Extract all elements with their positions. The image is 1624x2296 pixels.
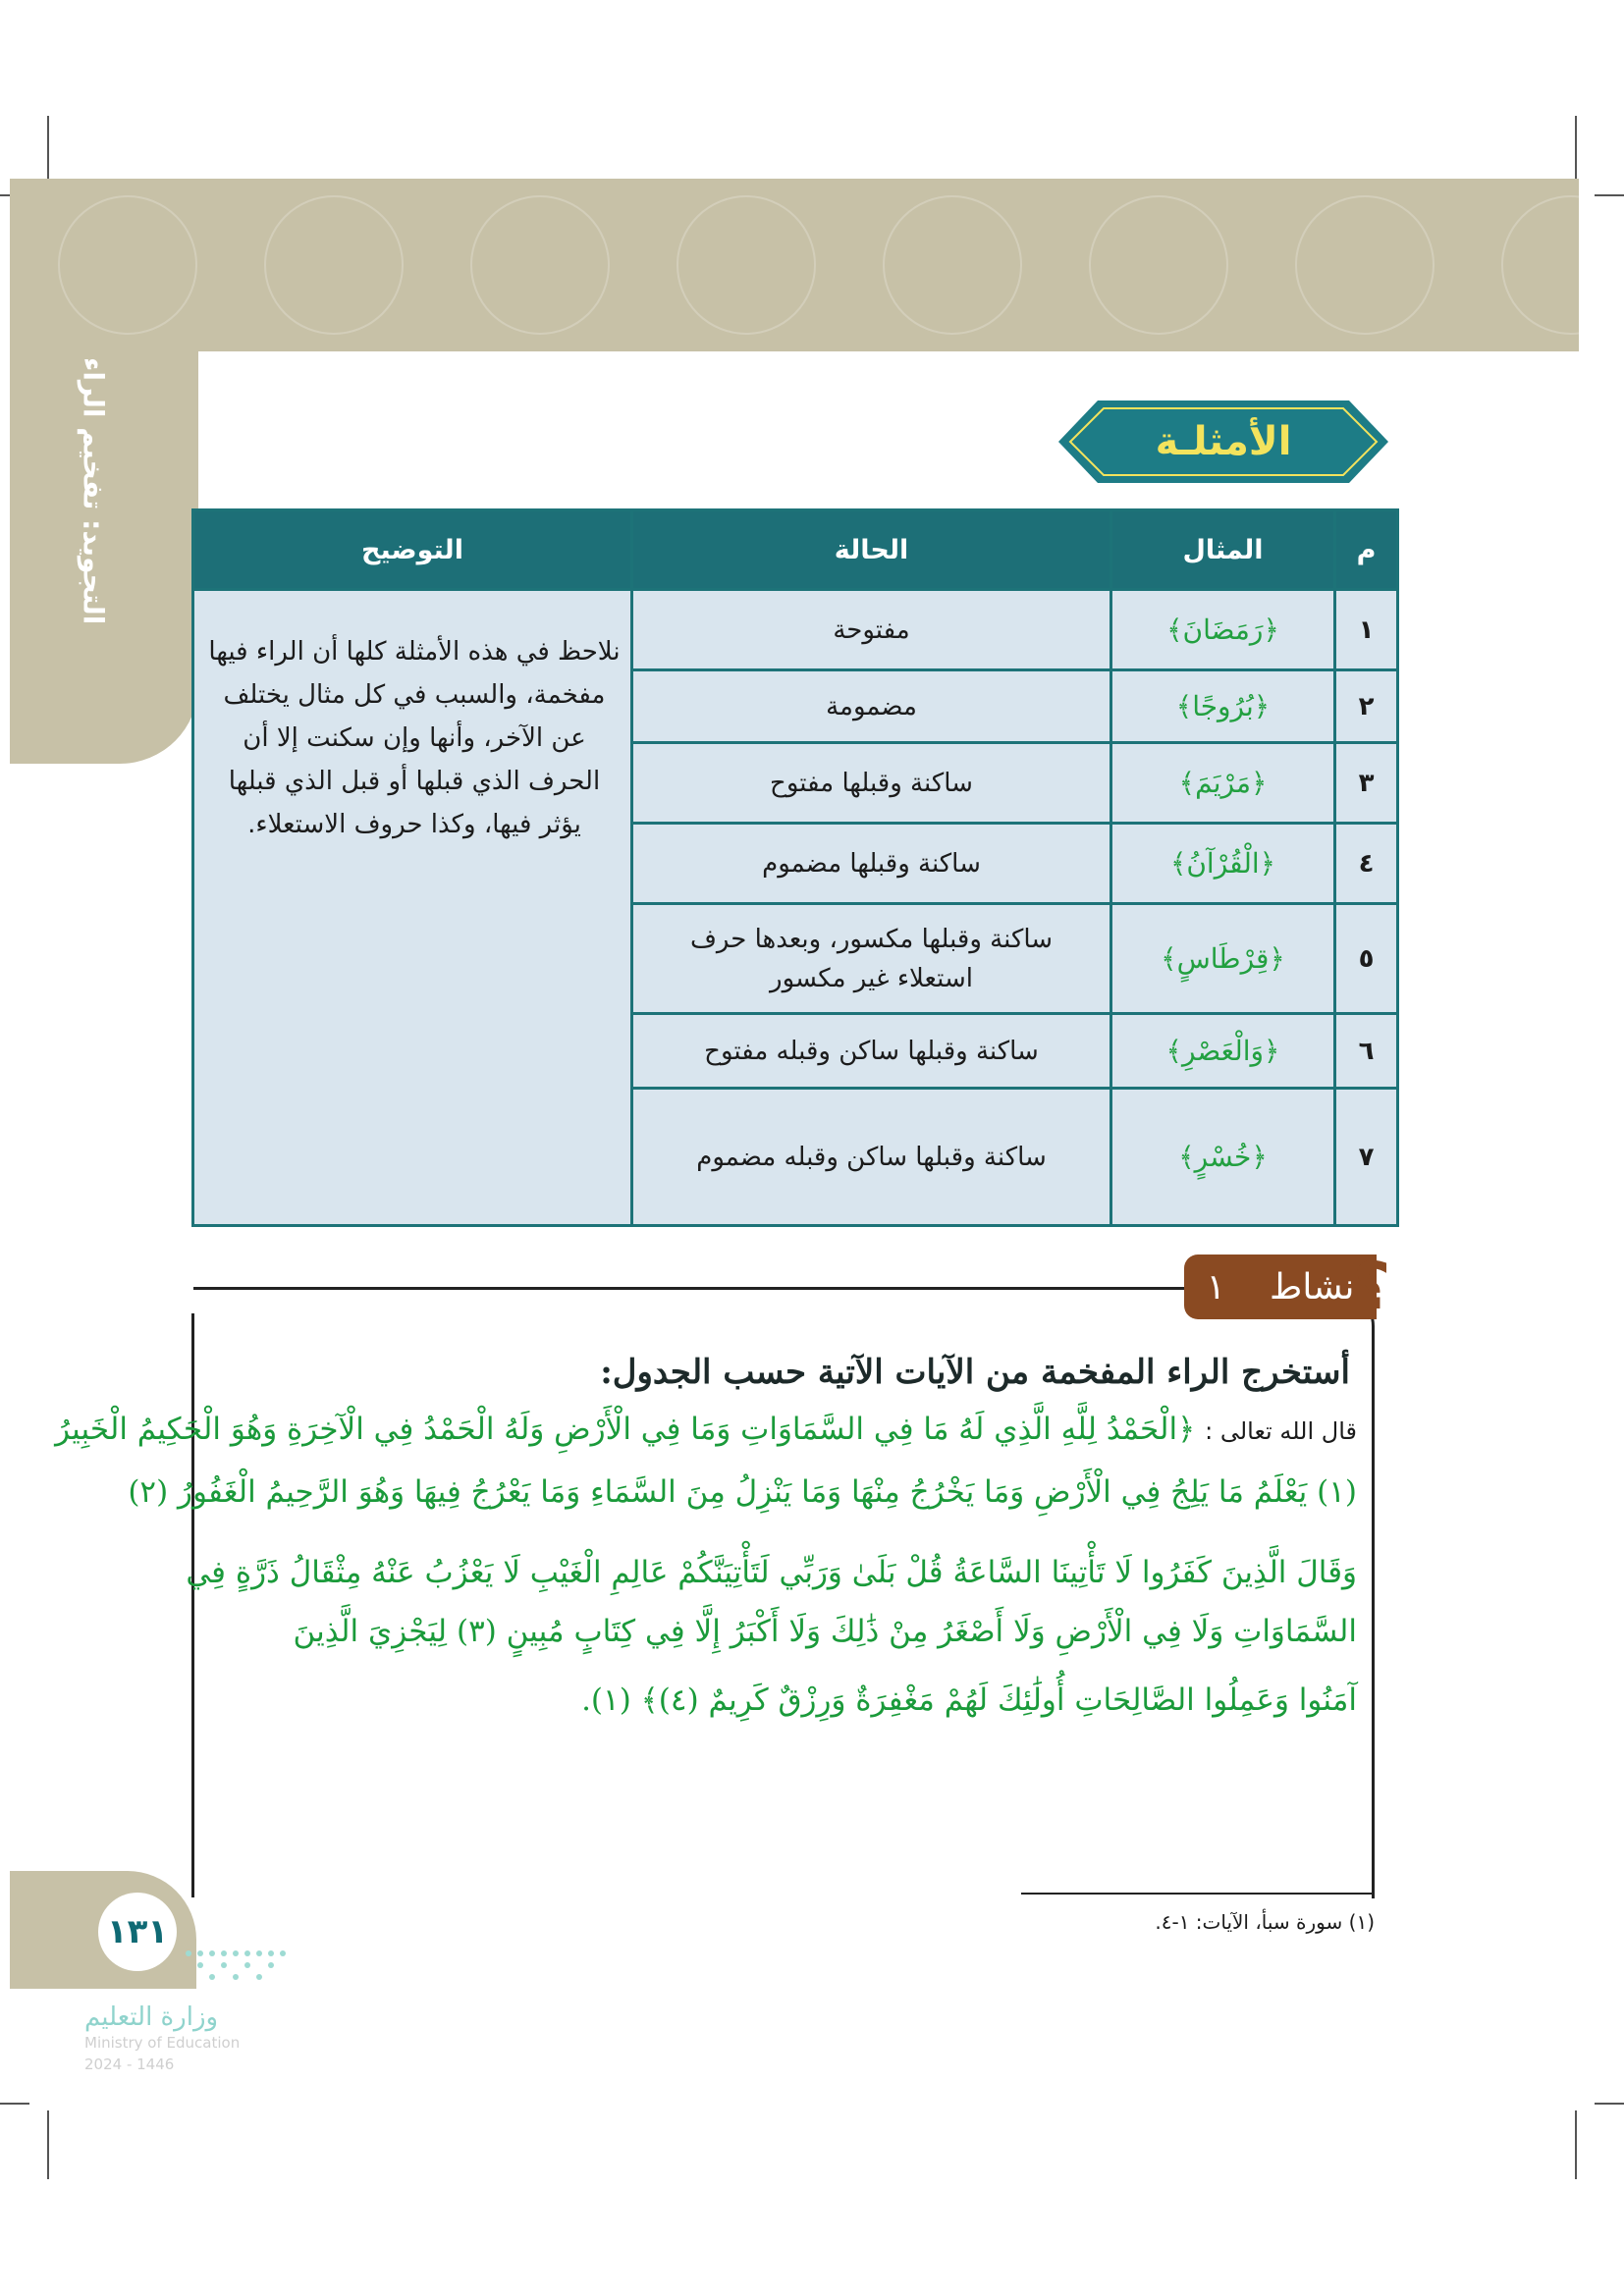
examples-table [191, 508, 1399, 1227]
row-example [1111, 1089, 1335, 1226]
header-explanation: التوضيح [193, 510, 632, 590]
verse-intro: قال الله تعالى : [1205, 1417, 1357, 1445]
verse-line: وَقَالَ الَّذِينَ كَفَرُوا لَا تَأْتِينَا السَّاعَةُ قُلْ بَلَىٰ وَرَبِّي لَتَأْتِيَنَّكُمْ عَالِمِ الْغَيْبِ لَا يَعْزُبُ عَنْهُ مِثْقَالُ ذَرَّةٍ فِي [186, 1555, 1357, 1590]
crop-mark [1595, 2103, 1624, 2105]
row-case: ساكنة وقبلها ساكن وقبله مضموم [632, 1089, 1111, 1226]
crop-mark [1595, 194, 1624, 196]
header-pattern [10, 179, 1579, 351]
examples-banner [1058, 395, 1388, 489]
example-word: ﴿بُرُوجًا﴾ [1175, 690, 1271, 722]
row-num: ٣ [1335, 743, 1398, 824]
activity-border [191, 1313, 194, 1897]
activity-label: نشاط [1270, 1266, 1355, 1308]
row-example [1111, 824, 1335, 904]
row-example [1111, 743, 1335, 824]
crop-mark [1575, 116, 1577, 185]
header-num: م [1335, 510, 1398, 590]
row-example [1111, 590, 1335, 670]
footnote: (١) سورة سبأ، الآيات: ١-٤. [1155, 1910, 1375, 1934]
activity-number: ١ [1206, 1266, 1225, 1308]
crop-mark [0, 2103, 29, 2105]
ministry-name-ar: وزارة التعليم [84, 2002, 219, 2032]
row-num: ٦ [1335, 1014, 1398, 1089]
example-word: ﴿رَمَضَانَ﴾ [1166, 614, 1279, 646]
row-num: ٢ [1335, 670, 1398, 743]
activity-instruction: أستخرج الراء المفخمة من الآيات الآتية حسب الجدول: [600, 1353, 1350, 1392]
table-row [193, 590, 1398, 670]
verse-text: ﴿الْحَمْدُ لِلَّهِ الَّذِي لَهُ مَا فِي السَّمَاوَاتِ وَمَا فِي الْأَرْضِ وَلَهُ الْحَمْدُ فِي الْآخِرَةِ وَهُوَ الْحَكِيمُ الْخَبِيرُ [55, 1412, 1196, 1447]
page-number: ١٣١ [98, 1893, 177, 1971]
verse-line [55, 1412, 1357, 1447]
activity-tab [1184, 1249, 1391, 1324]
row-case: مفتوحة [632, 590, 1111, 670]
ministry-name-en: Ministry of Education [84, 2034, 241, 2052]
crop-mark [1575, 2110, 1577, 2179]
examples-title: الأمثلـة [1155, 419, 1292, 464]
row-case: ساكنة وقبلها مفتوح [632, 743, 1111, 824]
example-word: ﴿قِرْطَاسٍ﴾ [1161, 942, 1285, 975]
ministry-year: 2024 - 1446 [84, 2056, 175, 2073]
crop-mark [47, 2110, 49, 2179]
row-num: ٤ [1335, 824, 1398, 904]
row-num: ٧ [1335, 1089, 1398, 1226]
verse-line: السَّمَاوَاتِ وَلَا فِي الْأَرْضِ وَلَا أَصْغَرُ مِنْ ذَٰلِكَ وَلَا أَكْبَرُ إِلَّا فِي كِتَابٍ مُبِينٍ (٣) لِيَجْزِيَ الَّذِينَ [293, 1614, 1357, 1649]
header-example: المثال [1111, 510, 1335, 590]
verse-line: (١) يَعْلَمُ مَا يَلِجُ فِي الْأَرْضِ وَمَا يَخْرُجُ مِنْهَا وَمَا يَنْزِلُ مِنَ السَّمَاءِ وَمَا يَعْرُجُ فِيهَا وَهُوَ الرَّحِيمُ الْغَفُورُ (٢) [128, 1474, 1357, 1510]
crop-mark [47, 116, 49, 185]
verse-line: آمَنُوا وَعَمِلُوا الصَّالِحَاتِ أُولَٰئِكَ لَهُمْ مَغْفِرَةٌ وَرِزْقٌ كَرِيمٌ (٤)﴾ (١). [581, 1682, 1357, 1718]
row-example [1111, 670, 1335, 743]
row-num: ٥ [1335, 904, 1398, 1014]
header-banner [10, 179, 1579, 351]
example-word: ﴿وَالْعَصْرِ﴾ [1165, 1035, 1280, 1067]
ministry-dots-icon [181, 1946, 298, 1985]
example-word: ﴿خُسْرٍ﴾ [1178, 1141, 1268, 1173]
footnote-divider [1021, 1893, 1375, 1895]
row-example [1111, 1014, 1335, 1089]
table-header-row [193, 510, 1398, 590]
example-word: ﴿الْقُرْآنُ﴾ [1169, 847, 1276, 880]
row-case: ساكنة وقبلها مضموم [632, 824, 1111, 904]
example-word: ﴿مَرْيَمَ﴾ [1178, 767, 1268, 799]
header-case: الحالة [632, 510, 1111, 590]
row-case: مضمومة [632, 670, 1111, 743]
row-num: ١ [1335, 590, 1398, 670]
side-title-text: التجويد: تفخيم الراء [77, 356, 110, 625]
row-case: ساكنة وقبلها ساكن وقبله مفتوح [632, 1014, 1111, 1089]
question-mark-icon: ؟ [1353, 1249, 1391, 1324]
explanation-cell: نلاحظ في هذه الأمثلة كلها أن الراء فيها مفخمة، والسبب في كل مثال يختلف عن الآخر، وأنها وإن سكنت إلا أن الحرف الذي قبلها أو قبل الذي قبلها يؤثر فيها، وكذا حروف الاستعلاء. [193, 590, 632, 1226]
side-title [59, 353, 128, 628]
row-case: ساكنة وقبلها مكسور، وبعدها حرف استعلاء غير مكسور [632, 904, 1111, 1014]
row-example [1111, 904, 1335, 1014]
